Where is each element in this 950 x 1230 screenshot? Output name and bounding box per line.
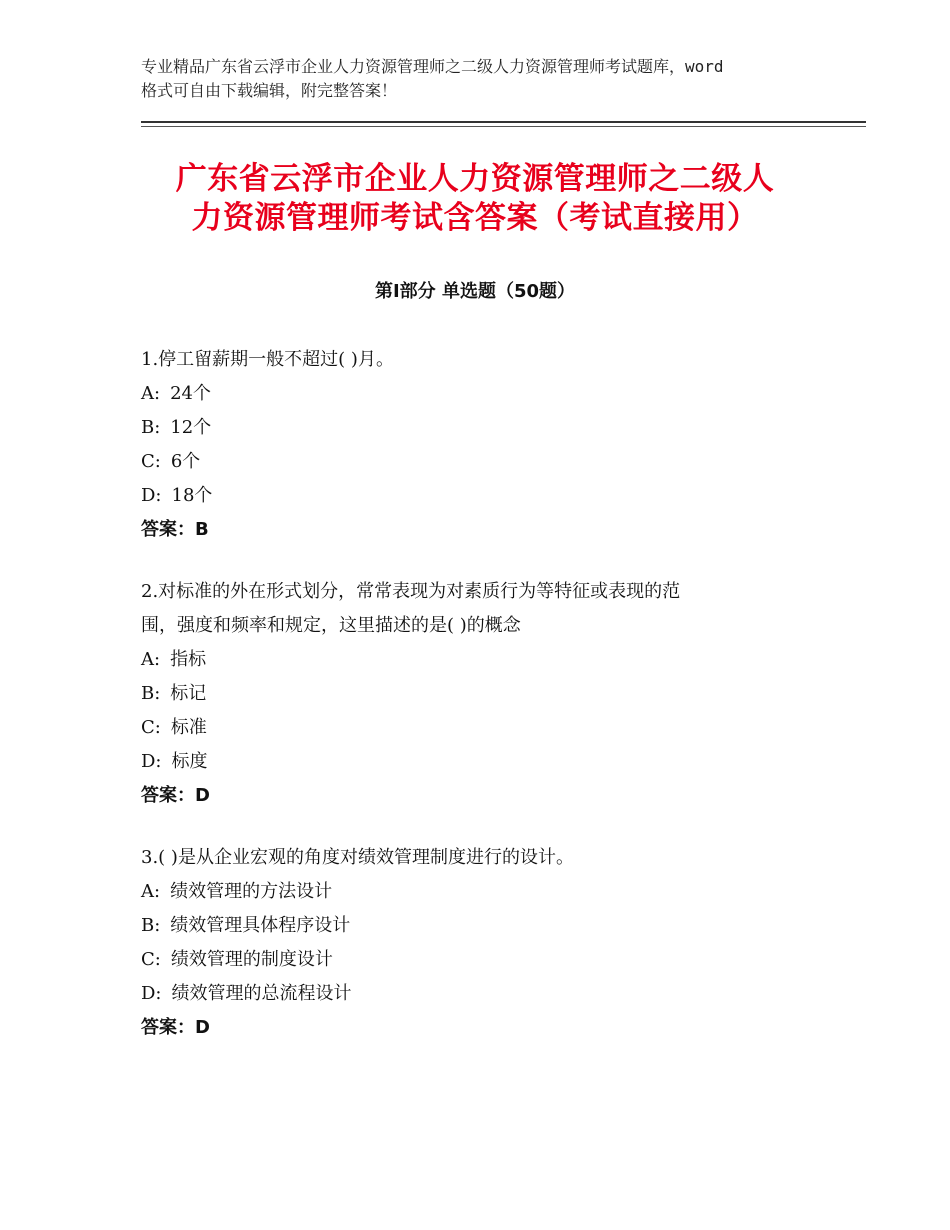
option-text: 6个 xyxy=(170,451,201,472)
option-b xyxy=(141,909,821,943)
option-label: C: xyxy=(141,451,161,472)
question-2 xyxy=(141,575,821,813)
option-text: 指标 xyxy=(170,649,207,670)
option-text: 绩效管理的制度设计 xyxy=(170,949,333,970)
option-d xyxy=(141,479,821,513)
option-d xyxy=(141,977,821,1011)
header-note-line-2: 格式可自由下载编辑，附完整答案！ xyxy=(141,81,398,100)
document-title-line-2: 力资源管理师考试含答案（考试直接用） xyxy=(191,200,759,236)
option-text: 绩效管理具体程序设计 xyxy=(170,915,351,936)
option-c xyxy=(141,711,821,745)
option-text: 18个 xyxy=(171,485,213,506)
option-label: C: xyxy=(141,717,161,738)
option-label: A: xyxy=(141,383,161,404)
option-label: B: xyxy=(141,915,161,936)
option-text: 12个 xyxy=(170,417,212,438)
option-d xyxy=(141,745,821,779)
document-title-line-1: 广东省云浮市企业人力资源管理师之二级人 xyxy=(175,161,775,197)
header-divider-thin xyxy=(141,126,866,127)
option-label: A: xyxy=(141,881,161,902)
option-a xyxy=(141,643,821,677)
option-text: 标记 xyxy=(170,683,207,704)
option-label: B: xyxy=(141,683,161,704)
option-label: B: xyxy=(141,417,161,438)
question-list xyxy=(141,343,821,1073)
header-note xyxy=(141,55,841,103)
question-1 xyxy=(141,343,821,547)
question-stem: 1.停工留薪期一般不超过( )月。 xyxy=(141,349,394,370)
option-label: D: xyxy=(141,485,162,506)
header-note-line-1: 专业精品广东省云浮市企业人力资源管理师之二级人力资源管理师考试题库，word xyxy=(141,57,724,76)
option-label: A: xyxy=(141,649,161,670)
answer-line: 答案：D xyxy=(141,785,210,806)
option-text: 标度 xyxy=(171,751,208,772)
header-divider-thick xyxy=(141,121,866,123)
question-stem-line-2: 围，强度和频率和规定，这里描述的是( )的概念 xyxy=(141,615,521,636)
document-title xyxy=(130,160,820,238)
option-a xyxy=(141,875,821,909)
option-c xyxy=(141,943,821,977)
option-text: 绩效管理的方法设计 xyxy=(170,881,333,902)
question-stem: 3.( )是从企业宏观的角度对绩效管理制度进行的设计。 xyxy=(141,847,574,868)
option-b xyxy=(141,411,821,445)
option-label: C: xyxy=(141,949,161,970)
question-stem-line-1: 2.对标准的外在形式划分，常常表现为对素质行为等特征或表现的范 xyxy=(141,581,681,602)
option-text: 标准 xyxy=(170,717,207,738)
option-label: D: xyxy=(141,751,162,772)
option-text: 24个 xyxy=(170,383,211,404)
question-3 xyxy=(141,841,821,1045)
section-heading: 第Ⅰ部分 单选题（50题） xyxy=(374,281,575,302)
option-text: 绩效管理的总流程设计 xyxy=(171,983,352,1004)
option-c xyxy=(141,445,821,479)
option-b xyxy=(141,677,821,711)
option-a xyxy=(141,377,821,411)
answer-line: 答案：D xyxy=(141,1017,210,1038)
answer-line: 答案：B xyxy=(141,519,209,540)
option-label: D: xyxy=(141,983,162,1004)
